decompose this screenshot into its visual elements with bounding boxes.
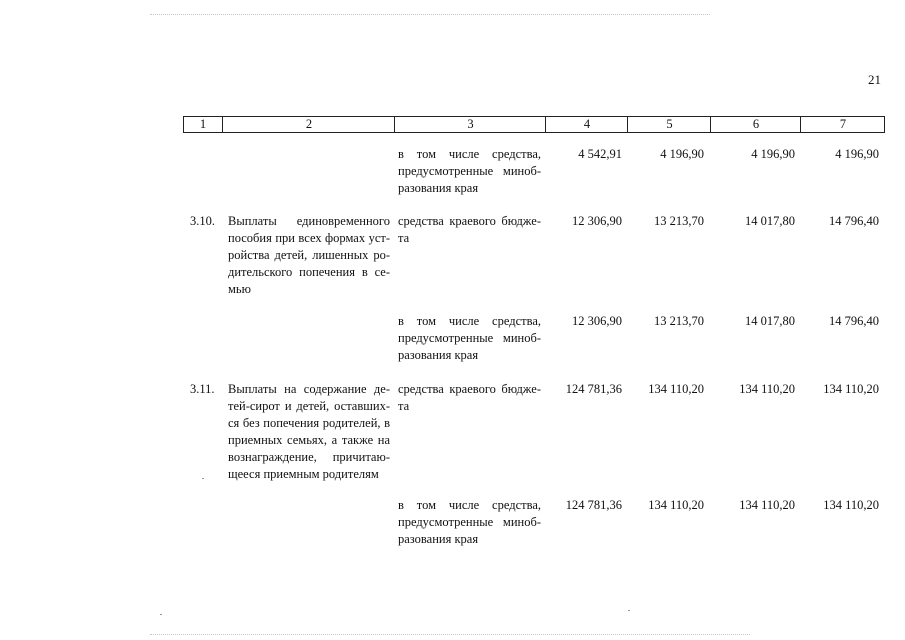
value-col-4: 12 306,90 [572, 214, 622, 228]
value-col-6: 14 017,80 [745, 214, 795, 228]
scan-speck [202, 478, 204, 479]
scan-speck [628, 610, 630, 611]
value-col-7: 134 110,20 [823, 498, 879, 512]
header-col-3: 3 [394, 117, 546, 132]
value-col-5: 13 213,70 [654, 214, 704, 228]
value-col-7: 14 796,40 [829, 314, 879, 328]
header-col-4: 4 [545, 117, 628, 132]
scan-artifact-top [150, 14, 710, 15]
funding-source: средства краевого бюдже-та [398, 214, 541, 245]
header-col-6: 6 [710, 117, 801, 132]
value-col-7: 14 796,40 [829, 214, 879, 228]
funding-source: в том числе средства, предусмотренные миноб-разования края [398, 314, 541, 362]
value-col-5: 134 110,20 [648, 382, 704, 396]
value-col-4: 124 781,36 [565, 498, 622, 512]
scan-artifact-bottom [150, 634, 750, 635]
row-number: 3.10. [190, 214, 215, 228]
row-number: 3.11. [190, 382, 215, 396]
value-col-4: 4 542,91 [578, 147, 622, 161]
value-col-4: 12 306,90 [572, 314, 622, 328]
value-col-5: 13 213,70 [654, 314, 704, 328]
value-col-5: 4 196,90 [660, 147, 704, 161]
page-number: 21 [868, 72, 881, 87]
value-col-7: 4 196,90 [835, 147, 879, 161]
funding-source: в том числе средства, предусмотренные миноб-разования края [398, 147, 541, 195]
header-col-7: 7 [800, 117, 885, 132]
value-col-6: 134 110,20 [739, 382, 795, 396]
value-col-6: 4 196,90 [751, 147, 795, 161]
funding-source: в том числе средства, предусмотренные миноб-разования края [398, 498, 541, 546]
value-col-5: 134 110,20 [648, 498, 704, 512]
header-col-5: 5 [627, 117, 711, 132]
value-col-4: 124 781,36 [565, 382, 622, 396]
value-col-6: 14 017,80 [745, 314, 795, 328]
header-col-1: 1 [199, 117, 207, 131]
measure-name: Выплаты единовременного пособия при всех формах уст-ройства детей, лишенных ро-дительского попечения в се-мью [228, 214, 390, 296]
scan-speck [160, 614, 162, 615]
value-col-7: 134 110,20 [823, 382, 879, 396]
header-col-2: 2 [222, 117, 395, 132]
funding-source: средства краевого бюдже-та [398, 382, 541, 413]
value-col-6: 134 110,20 [739, 498, 795, 512]
measure-name: Выплаты на содержание де-тей-сирот и детей, оставших-ся без попечения родителей, в приемных семьях, а также на вознаграждение, причитаю-щееся приемным родителям [228, 382, 390, 481]
table-header [183, 116, 885, 133]
